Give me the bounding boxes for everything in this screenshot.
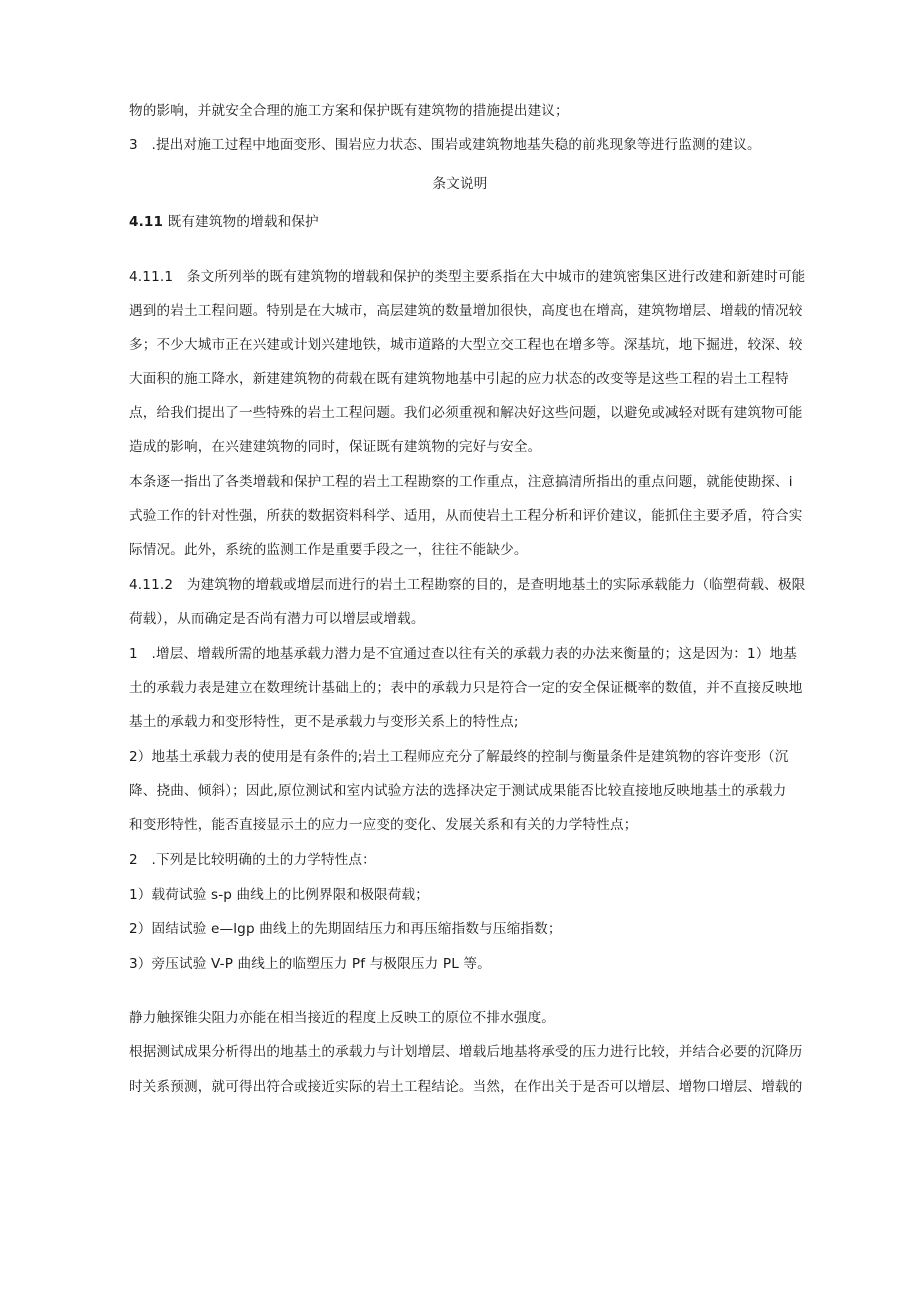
clause-4-11-2: 4.11.2 为建筑物的增载或增层而进行的岩土工程勘察的目的，是查明地基土的实际承载能力（临塑荷载、极限 xyxy=(129,577,806,593)
list-item: 2 .下列是比较明确的土的力学特性点： xyxy=(129,852,376,868)
paragraph-line: 物的影响，并就安全合理的施工方案和保护既有建筑物的措施提出建议； xyxy=(129,103,569,119)
paragraph-line: 式验工作的针对性强，所获的数据资料科学、适用，从而使岩土工程分析和评价建议，能抓住主要矛盾，符合实 xyxy=(129,508,803,524)
list-item: 3 .提出对施工过程中地面变形、围岩应力状态、围岩或建筑物地基失稳的前兆现象等进行监测的建议。 xyxy=(129,137,761,153)
section-heading xyxy=(129,212,319,232)
list-item: 1）载荷试验 s-p 曲线上的比例界限和极限荷载； xyxy=(129,887,429,903)
paragraph-line: 和变形特性，能否直接显示土的应力一应变的变化、发展关系和有关的力学特性点； xyxy=(129,817,638,833)
clause-4-11-1: 4.11.1 条文所列举的既有建筑物的增载和保护的类型主要系指在大中城市的建筑密集区进行改建和新建时可能 xyxy=(129,269,806,285)
section-caption: 条文说明 xyxy=(432,176,488,192)
paragraph-line: 基土的承载力和变形特性，更不是承载力与变形关系上的特性点; xyxy=(129,714,519,730)
paragraph-line: 造成的影响，在兴建建筑物的同时，保证既有建筑物的完好与安全。 xyxy=(129,439,542,455)
list-item: 2）固结试验 e—lgp 曲线上的先期固结压力和再压缩指数与压缩指数； xyxy=(129,921,562,937)
list-item: 3）旁压试验 V-P 曲线上的临塑压力 Pf 与极限压力 PL 等。 xyxy=(129,956,491,972)
paragraph-line: 际情况。此外，系统的监测工作是重要手段之一，往往不能缺少。 xyxy=(129,542,528,558)
paragraph-line: 遇到的岩土工程问题。特别是在大城市，高层建筑的数量增加很快，高度也在增高，建筑物增层、增载的情况较 xyxy=(129,303,803,319)
paragraph-line: 本条逐一指出了各类增载和保护工程的岩土工程勘察的工作重点，注意搞清所指出的重点问题，就能使勘探、i xyxy=(129,474,793,490)
list-item: 2）地基土承载力表的使用是有条件的;岩土工程师应充分了解最终的控制与衡量条件是建筑物的容许变形（沉 xyxy=(129,749,789,765)
paragraph-line: 点，给我们提出了一些特殊的岩土工程问题。我们必须重视和解决好这些问题，以避免或减轻对既有建筑物可能 xyxy=(129,405,803,421)
paragraph-line: 多；不少大城市正在兴建或计划兴建地铁，城市道路的大型立交工程也在增多等。深基坑，地下掘进，较深、较 xyxy=(129,337,803,353)
paragraph-line: 大面积的施工降水，新建建筑物的荷载在既有建筑物地基中引起的应力状态的改变等是这些工程的岩土工程特 xyxy=(129,371,789,387)
paragraph-line: 降、挠曲、倾斜）；因此,原位测试和室内试验方法的选择决定于测试成果能否比较直接地反映地基土的承载力 xyxy=(129,783,787,799)
paragraph-line: 时关系预测，就可得出符合或接近实际的岩土工程结论。当然，在作出关于是否可以增层、增物口增层、增载的 xyxy=(129,1079,803,1095)
list-item: 1 .增层、增载所需的地基承载力潜力是不宜通过查以往有关的承载力表的办法来衡量的；这是因为：1）地基 xyxy=(129,646,798,662)
section-number: 4.11 xyxy=(129,214,164,230)
paragraph-line: 荷载），从而确定是否尚有潜力可以增层或增载。 xyxy=(129,611,425,627)
paragraph-line: 根据测试成果分析得出的地基土的承载力与计划增层、增载后地基将承受的压力进行比较，并结合必要的沉降历 xyxy=(129,1044,803,1060)
paragraph-line: 土的承载力表是建立在数理统计基础上的；表中的承载力只是符合一定的安全保证概率的数值，并不直接反映地 xyxy=(129,680,803,696)
paragraph-line: 静力触探锥尖阻力亦能在相当接近的程度上反映工的原位不排水强度。 xyxy=(129,1010,556,1026)
section-title: 既有建筑物的增载和保护 xyxy=(167,214,319,230)
